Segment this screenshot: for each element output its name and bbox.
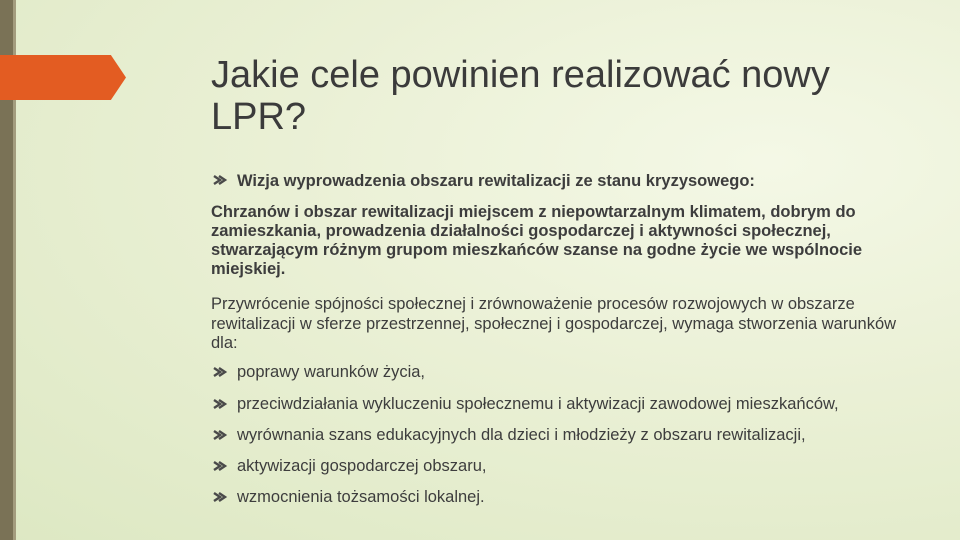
chevron-right-icon [211, 395, 237, 413]
conditions-list [211, 362, 916, 507]
slide-title: Jakie cele powinien realizować nowy LPR? [211, 54, 830, 138]
list-item [211, 487, 916, 507]
list-item [211, 425, 916, 445]
intro-paragraph: Przywrócenie spójności społecznej i zrównoważenie procesów rozwojowych w obszarze rewitalizacji w sferze przestrzennej, społecznej i gospodarczej, wymaga stworzenia warunków dla: [211, 295, 897, 352]
list-item-text: poprawy warunków życia, [237, 362, 425, 381]
chevron-right-icon [211, 426, 237, 444]
title-accent-arrow [0, 55, 126, 100]
chevron-right-icon [211, 488, 237, 506]
list-item [211, 456, 916, 476]
chevron-right-icon [211, 363, 237, 381]
list-item-text: wyrównania szans edukacyjnych dla dzieci i młodzieży z obszaru rewitalizacji, [237, 425, 806, 444]
list-item-text: przeciwdziałania wykluczeniu społecznemu i aktywizacji zawodowej mieszkańców, [237, 394, 839, 413]
heading-bullet-text: Wizja wyprowadzenia obszaru rewitalizacji ze stanu kryzysowego: [237, 172, 755, 190]
vision-paragraph: Chrzanów i obszar rewitalizacji miejscem z niepowtarzalnym klimatem, dobrym do zamieszkania, prowadzenia działalności gospodarczej i aktywności społecznej, stwarzającym różnym grupom mieszkańców szanse na godne życie we wspólnocie miejskiej. [211, 203, 863, 278]
chevron-right-icon [211, 171, 237, 189]
slide-content [211, 170, 916, 507]
heading-bullet-row [211, 170, 916, 192]
list-item-text: wzmocnienia tożsamości lokalnej. [237, 487, 485, 506]
chevron-right-icon [211, 457, 237, 475]
list-item-text: aktywizacji gospodarczej obszaru, [237, 456, 487, 475]
list-item [211, 394, 916, 414]
list-item [211, 362, 916, 382]
